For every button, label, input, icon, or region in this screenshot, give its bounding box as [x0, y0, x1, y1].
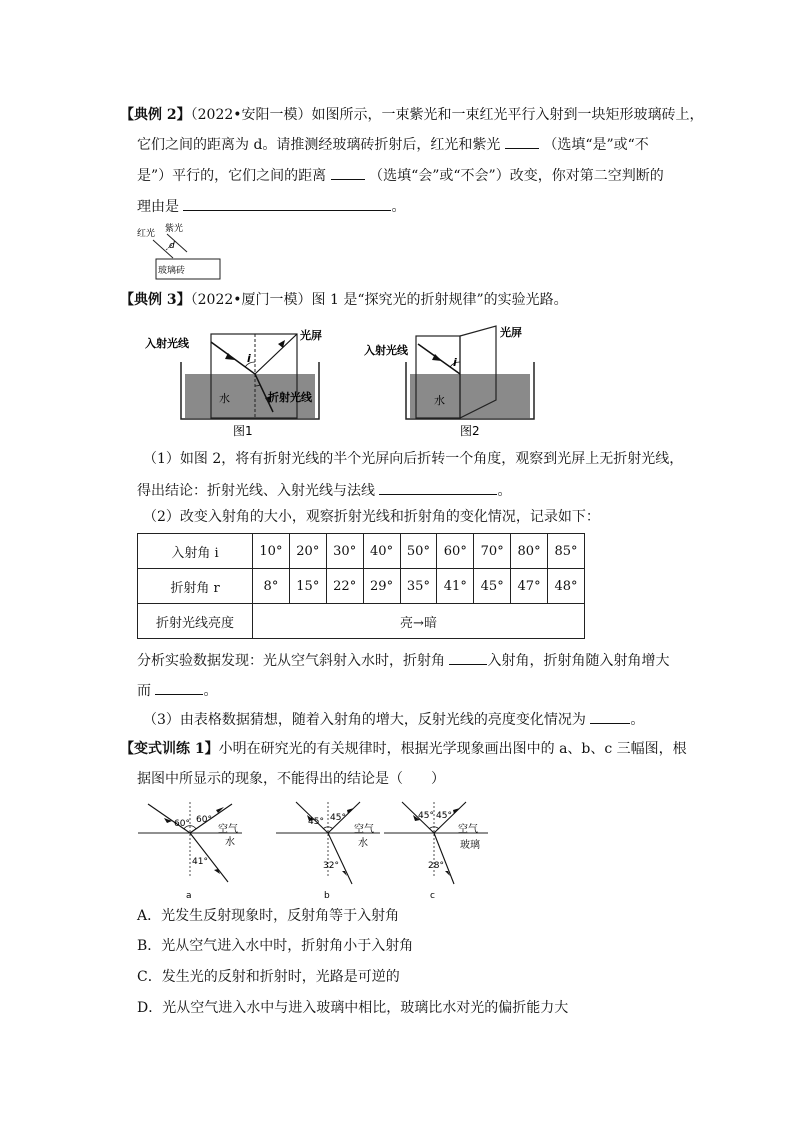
- incident-ray-label: 入射光线: [145, 337, 189, 350]
- answer-blank-3[interactable]: [183, 196, 391, 211]
- ex2-line4: 理由是 。: [137, 196, 405, 216]
- figure-caption: c: [430, 891, 435, 900]
- option-c[interactable]: C．发生光的反射和折射时，光路是可逆的: [137, 969, 400, 985]
- water-label: 水: [434, 394, 445, 407]
- ex2-line1: 【典例 2】（2022•安阳一模）如图所示，一束紫光和一束红光平行入射到一块矩形玻璃砖上，: [120, 107, 704, 123]
- table-cell: 15°: [289, 569, 326, 604]
- figure-2: [360, 322, 550, 442]
- refracted-ray: [328, 833, 352, 884]
- table-row: [138, 569, 585, 604]
- answer-blank-7[interactable]: [590, 709, 630, 724]
- medium-bottom-label: 水: [225, 837, 235, 848]
- figure-a: [130, 800, 250, 900]
- distance-label: d: [169, 241, 175, 251]
- table-cell: 22°: [326, 569, 363, 604]
- table-cell: 45°: [474, 569, 511, 604]
- answer-blank-5[interactable]: [449, 650, 487, 665]
- table-header-cell: 折射光线亮度: [138, 604, 253, 639]
- figure-1-caption: 图1: [233, 424, 253, 438]
- ex3-q1-line1: （1）如图 2，将有折射光线的半个光屏向后折转一个角度，观察到光屏上无折射光线，: [143, 451, 684, 467]
- table-header-cell: 折射角 r: [138, 569, 253, 604]
- table-cell: 47°: [511, 569, 548, 604]
- ex3-q1-line2: 得出结论：折射光线、入射光线与法线 。: [137, 480, 511, 500]
- medium-bottom-label: 水: [358, 838, 368, 849]
- ex3-analysis-line2: 而 。: [137, 680, 217, 700]
- reflected-ray: [255, 334, 297, 374]
- option-d[interactable]: D．光从空气进入水中与进入玻璃中相比，玻璃比水对光的偏折能力大: [137, 1000, 569, 1016]
- table-cell: 35°: [400, 569, 437, 604]
- ex3-line1: 【典例 3】（2022•厦门一模）图 1 是“探究光的折射规律”的实验光路。: [120, 292, 568, 308]
- table-cell: 85°: [548, 534, 585, 569]
- answer-blank-4[interactable]: [379, 480, 497, 495]
- figure-2-caption: 图2: [460, 424, 480, 438]
- medium-top-label: 空气: [218, 824, 238, 835]
- red-light-label: 红光: [137, 229, 156, 239]
- table-row: [138, 604, 585, 639]
- table-cell: 80°: [511, 534, 548, 569]
- incident-ray-label: 入射光线: [364, 344, 408, 357]
- table-cell: 亮→暗: [253, 604, 585, 639]
- answer-blank-2[interactable]: [331, 165, 365, 180]
- refracted-ray-label: 折射光线: [268, 391, 312, 404]
- ex3-analysis-line1: 分析实验数据发现：光从空气斜射入水时，折射角 入射角，折射角随入射角增大: [137, 650, 669, 670]
- table-cell: 8°: [253, 569, 290, 604]
- answer-blank-6[interactable]: [155, 680, 203, 695]
- medium-bottom-label: 玻璃: [460, 840, 480, 851]
- answer-blank-1[interactable]: [505, 134, 539, 149]
- refraction-angle-label: 41°: [192, 857, 208, 867]
- reflection-angle-label: 45°: [330, 813, 346, 823]
- reflection-angle-label: 60°: [196, 815, 212, 825]
- option-a[interactable]: A．光发生反射现象时，反射角等于入射角: [137, 908, 400, 924]
- water-label: 水: [219, 392, 230, 405]
- var1-tag: 【变式训练 1】: [120, 741, 219, 757]
- arrow-icon: [164, 818, 172, 823]
- figure-caption: a: [186, 891, 192, 900]
- incidence-angle-label: 60°: [174, 819, 190, 829]
- var1-line2: 据图中所显示的现象，不能得出的结论是（ ）: [137, 771, 445, 787]
- ex3-tag: 【典例 3】: [120, 292, 191, 308]
- figure-b: [268, 800, 388, 900]
- table-cell: 20°: [289, 534, 326, 569]
- refraction-angle-label: 32°: [323, 861, 339, 871]
- table-cell: 10°: [253, 534, 290, 569]
- var1-line1: 【变式训练 1】小明在研究光的有关规律时，根据光学现象画出图中的 a、b、c 三幅图，根: [120, 741, 687, 757]
- table-cell: 40°: [363, 534, 400, 569]
- table-cell: 60°: [437, 534, 474, 569]
- table-cell: 41°: [437, 569, 474, 604]
- table-cell: 29°: [363, 569, 400, 604]
- refraction-angle-label: 28°: [428, 861, 444, 871]
- incidence-angle-label: 45°: [308, 817, 324, 827]
- ex2-tag: 【典例 2】: [120, 107, 191, 123]
- medium-top-label: 空气: [458, 824, 478, 835]
- table-cell: 70°: [474, 534, 511, 569]
- screen-label: 光屏: [300, 329, 322, 342]
- option-b[interactable]: B．光从空气进入水中时，折射角小于入射角: [137, 938, 414, 954]
- table-row: [138, 534, 585, 569]
- arrow-icon: [453, 808, 460, 814]
- ex3-q3-line: （3）由表格数据猜想，随着入射角的增大，反射光线的亮度变化情况为 。: [143, 709, 644, 729]
- purple-light-label: 紫光: [165, 224, 184, 234]
- medium-top-label: 空气: [354, 824, 374, 835]
- figure-1: [145, 322, 345, 442]
- glass-label: 玻璃砖: [158, 266, 186, 276]
- incidence-angle-label: 45°: [418, 811, 434, 821]
- ex2-line3: 是”）平行的，它们之间的距离 （选填“会”或“不会”）改变，你对第二空判断的: [137, 165, 664, 185]
- table-cell: 50°: [400, 534, 437, 569]
- data-table: [137, 533, 585, 639]
- figure-caption: b: [324, 891, 330, 900]
- ex3-q2-line: （2）改变入射角的大小，观察折射光线和折射角的变化情况，记录如下：: [143, 509, 600, 525]
- table-header-cell: 入射角 i: [138, 534, 253, 569]
- table-cell: 48°: [548, 569, 585, 604]
- screen-label: 光屏: [500, 326, 522, 339]
- arrow-icon: [347, 808, 354, 814]
- water-region: [410, 374, 530, 418]
- figure-c: [376, 800, 496, 900]
- reflection-angle-label: 45°: [436, 811, 452, 821]
- refracted-ray: [434, 833, 454, 884]
- ex2-line2: 它们之间的距离为 d。请推测经玻璃砖折射后，红光和紫光 （选填“是”或“不: [137, 134, 649, 154]
- angle-i-label: i: [453, 356, 457, 369]
- angle-i-label: i: [247, 352, 251, 365]
- glass-brick-figure: [137, 222, 227, 282]
- table-cell: 30°: [326, 534, 363, 569]
